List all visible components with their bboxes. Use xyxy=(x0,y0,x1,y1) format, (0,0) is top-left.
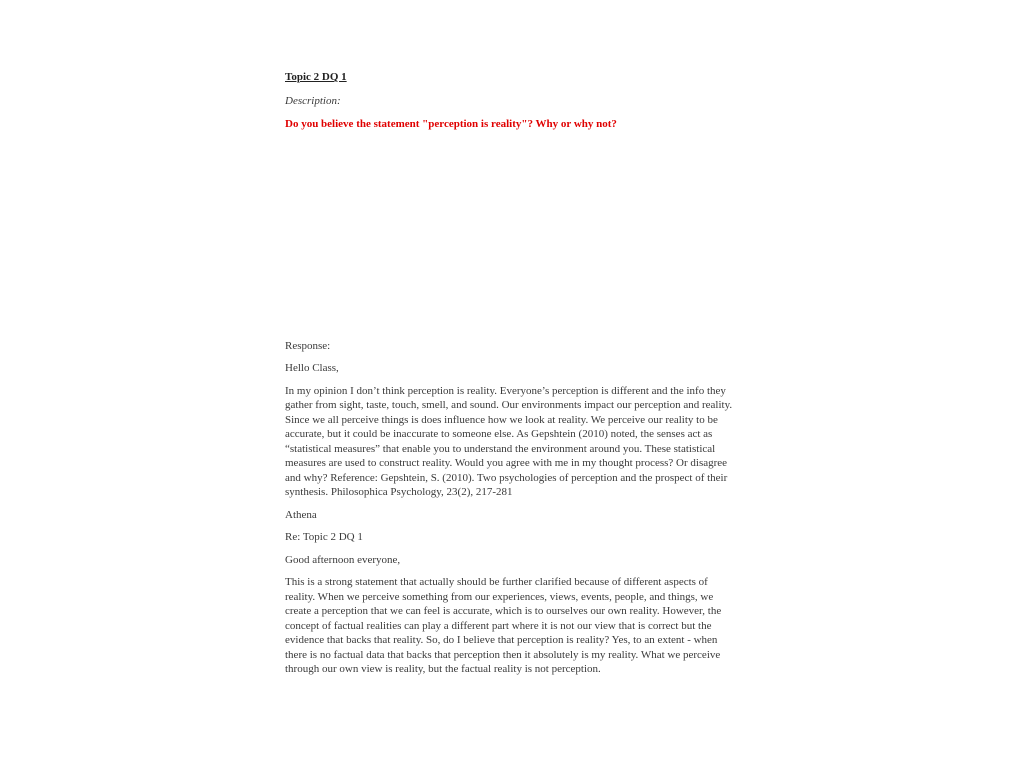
post1-body: In my opinion I don’t think perception is reality. Everyone’s perception is different and the info they gather from sight, taste, touch, smell, and sound. Our environments impact our perception and reality. Since we all perceive things is does influence how we look at reality. We perceive our reality to be accurate, but it could be inaccurate to someone else. As Gepshtein (2010) noted, the senses act as “statistical measures” that enable you to understand the environment around you. These statistical measures are used to construct reality. Would you agree with me in my thought process? Or disagree and why? Reference: Gepshtein, S. (2010). Two psychologies of perception and the prospect of their synthesis. Philosophica Psychology, 23(2), 217-281 xyxy=(285,384,733,498)
document-page xyxy=(285,66,740,685)
post2-reply-title: Re: Topic 2 DQ 1 xyxy=(285,531,363,543)
post2-body: This is a strong statement that actually should be further clarified because of different aspects of reality. When we perceive something from our experiences, views, events, people, and things, we create a perception that we can feel is accurate, which is to ourselves our own reality. However, the concept of factual realities can play a different part where it is not our view that is correct but the evidence that backs that reality. So, do I believe that perception is reality? Yes, to an extent - when there is no factual data that backs that perception then it absolutely is my reality. What we perceive through our own view is reality, but the factual reality is not perception. xyxy=(285,576,722,675)
post2-greeting: Good afternoon everyone, xyxy=(285,553,401,566)
document-title: Topic 2 DQ 1 xyxy=(285,71,347,83)
post1-greeting: Hello Class, xyxy=(285,362,339,374)
blank-space xyxy=(285,132,740,339)
response-label: Response: xyxy=(285,339,331,352)
discussion-question: Do you believe the statement "perception is reality"? Why or why not? xyxy=(285,118,617,130)
description-label: Description: xyxy=(285,94,341,107)
post1-author: Athena xyxy=(285,508,317,521)
